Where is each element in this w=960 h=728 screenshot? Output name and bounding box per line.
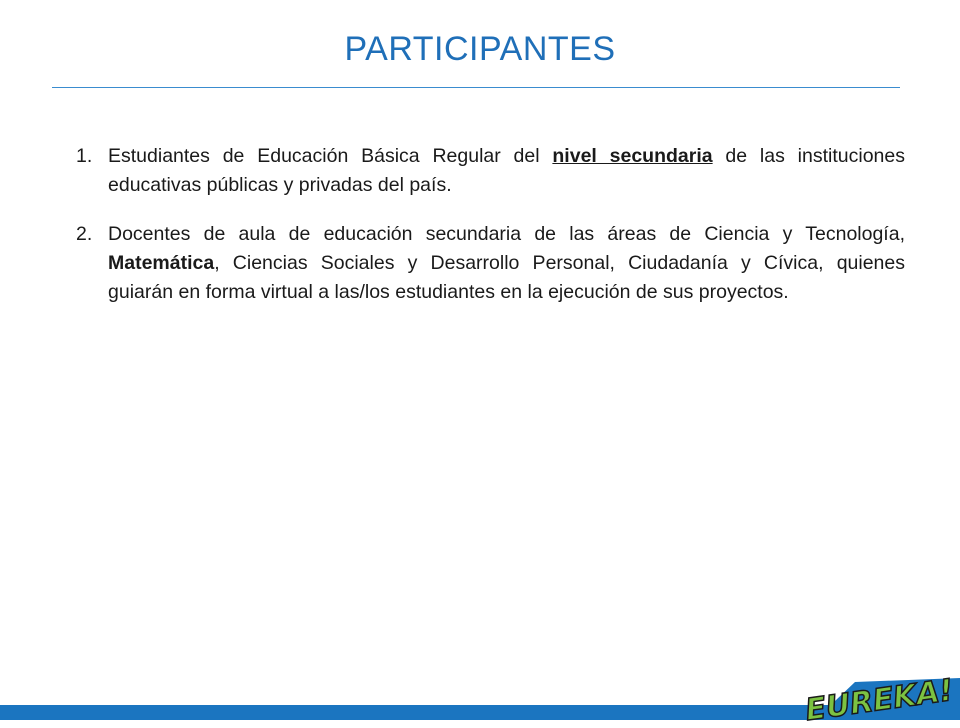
list-text-start: Estudiantes de Educación Básica Regular del	[108, 145, 553, 167]
list-text-end: de las instituciones educativas públicas y privadas del país.	[108, 145, 905, 196]
title-divider	[52, 87, 900, 88]
list-number: 1.	[76, 145, 93, 167]
list-text-end: , Ciencias Sociales y Desarrollo Personal, Ciudadanía y Cívica, quienes guiarán en forma virtual a las/los estudiantes en la ejecución de sus proyectos.	[108, 252, 905, 303]
participants-list	[76, 142, 905, 327]
emphasis-bold: Matemática	[108, 252, 215, 274]
list-text-start: Docentes de aula de educación secundaria de las áreas de Ciencia y Tecnología,	[108, 223, 905, 245]
emphasis-underlined: nivel secundaria	[552, 145, 713, 167]
list-item	[76, 142, 905, 200]
list-text	[108, 220, 905, 307]
slide-title: PARTICIPANTES	[344, 30, 616, 68]
eureka-logo: EUREKA!	[803, 672, 956, 728]
list-item	[76, 220, 905, 307]
list-text	[108, 142, 905, 200]
list-number: 2.	[76, 223, 93, 245]
